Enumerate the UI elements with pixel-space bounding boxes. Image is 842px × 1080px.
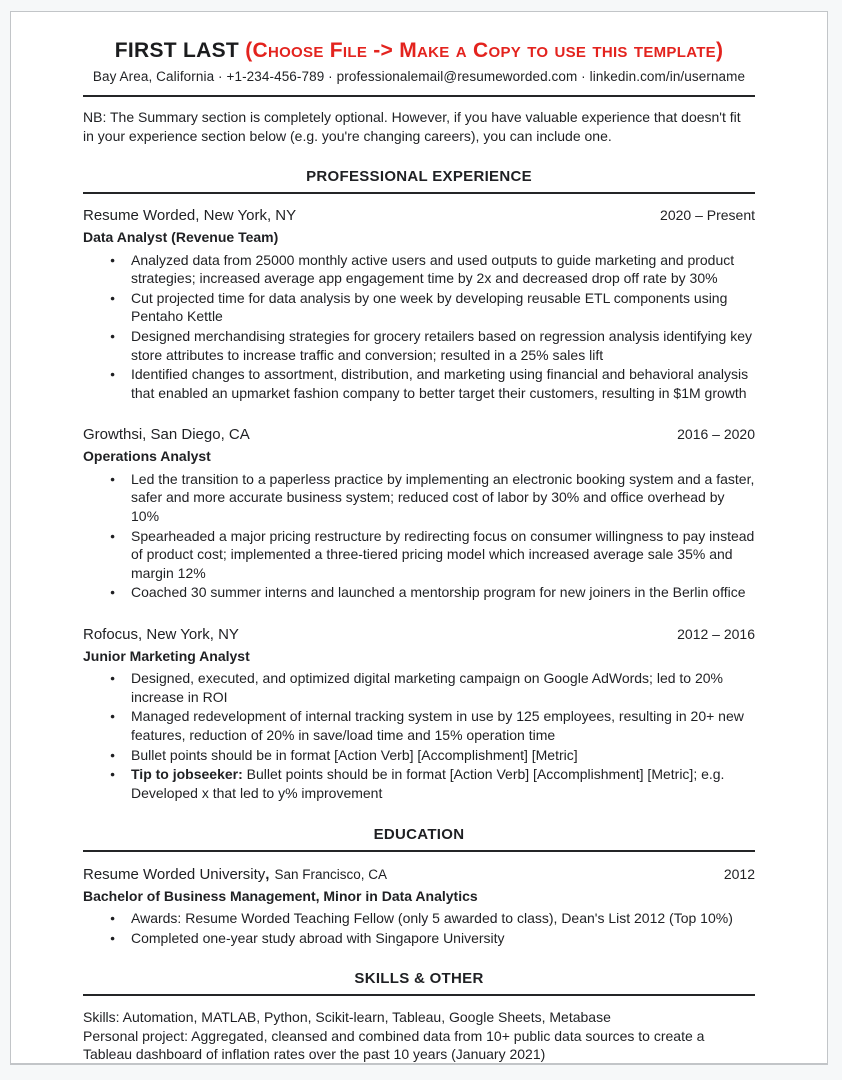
skills-section-divider bbox=[83, 994, 755, 996]
contact-line: Bay Area, California · +1-234-456-789 · professionalemail@resumeworded.com · linkedin.com/in/username bbox=[92, 69, 746, 85]
personal-project-line: Personal project: Aggregated, cleansed and combined data from 10+ public data sources to create a Tableau dashboard of inflation rates over the past 10 years (January 2021) bbox=[83, 1027, 705, 1063]
job-header bbox=[83, 426, 755, 445]
section-education bbox=[83, 826, 755, 948]
school-line bbox=[83, 865, 387, 885]
bullet-item bbox=[131, 583, 755, 602]
bullet-item bbox=[131, 746, 755, 765]
company-name: Rofocus, New York, NY bbox=[83, 626, 239, 643]
job-entry-resume-worded bbox=[83, 207, 755, 402]
bullet-item bbox=[131, 289, 755, 326]
skills-section-title: SKILLS & OTHER bbox=[354, 970, 484, 988]
job-bullet-list bbox=[83, 470, 755, 602]
education-bullet-list bbox=[83, 909, 755, 947]
company-name: Growthsi, San Diego, CA bbox=[83, 426, 250, 444]
experience-section-title: PROFESSIONAL EXPERIENCE bbox=[306, 168, 532, 186]
bullet-text: Analyzed data from 25000 monthly active users and used outputs to guide marketing and product strategies; increased average app engagement time by 2x and decreased drop off rate by 30% bbox=[131, 251, 735, 287]
bullet-item bbox=[131, 909, 755, 928]
education-dates: 2012 bbox=[723, 865, 755, 882]
job-header bbox=[83, 207, 755, 226]
bullet-text: Designed, executed, and optimized digital marketing campaign on Google AdWords; led to 20% increase in ROI bbox=[131, 670, 723, 705]
section-experience bbox=[83, 168, 755, 802]
bullet-text: Completed one-year study abroad with Singapore University bbox=[131, 929, 505, 946]
bullet-item bbox=[131, 470, 755, 526]
job-header bbox=[83, 626, 755, 645]
job-entry-rofocus bbox=[83, 626, 755, 803]
job-bullet-list bbox=[83, 251, 755, 403]
page-content bbox=[11, 12, 827, 1064]
skills-block bbox=[83, 1008, 755, 1064]
bullet-text: Coached 30 summer interns and launched a mentorship program for new joiners in the Berlin office bbox=[131, 584, 746, 601]
bullet-item bbox=[131, 251, 755, 288]
bullet-text: Bullet points should be in format [Action Verb] [Accomplishment] [Metric] bbox=[131, 746, 578, 763]
bullet-item bbox=[131, 765, 755, 802]
header-divider bbox=[83, 95, 755, 97]
section-skills bbox=[83, 970, 755, 1064]
bullet-item bbox=[131, 669, 755, 706]
bullet-item bbox=[131, 707, 755, 744]
bullet-text: Bullet points should be in format [Action Verb] [Accomplishment] [Metric]; e.g. Developed x that led to y% improvement bbox=[131, 766, 725, 801]
bullet-item bbox=[131, 365, 755, 402]
school-comma: , bbox=[265, 865, 270, 883]
header-name-line bbox=[83, 39, 755, 63]
template-instruction-note: (Choose File -> Make a Copy to use this template) bbox=[245, 39, 724, 62]
skills-line: Skills: Automation, MATLAB, Python, Scikit-learn, Tableau, Google Sheets, Metabase bbox=[83, 1009, 611, 1026]
job-title: Operations Analyst bbox=[83, 448, 211, 465]
education-entry bbox=[83, 865, 755, 948]
experience-section-divider bbox=[83, 192, 755, 194]
bullet-item bbox=[131, 327, 755, 364]
bullet-text: Cut projected time for data analysis by one week by developing reusable ETL components using Pentaho Kettle bbox=[131, 289, 728, 325]
job-title: Data Analyst (Revenue Team) bbox=[83, 229, 279, 246]
job-dates: 2012 – 2016 bbox=[677, 626, 755, 642]
education-section-title: EDUCATION bbox=[373, 825, 465, 843]
job-dates: 2020 – Present bbox=[660, 207, 755, 224]
school-location: San Francisco, CA bbox=[274, 866, 388, 882]
bullet-text: Identified changes to assortment, distribution, and marketing using financial and behavioral analysis that enabled an upmarket fashion company to better target their customers, resulting in $1M growth bbox=[131, 366, 749, 401]
job-dates: 2016 – 2020 bbox=[677, 426, 755, 443]
bullet-text: Spearheaded a major pricing restructure by redirecting focus on consumer willingness to pay instead of product cost; implemented a three-tiered pricing model which increased average sale 35% and margin 12% bbox=[131, 527, 755, 581]
company-name: Resume Worded, New York, NY bbox=[83, 207, 297, 225]
job-title: Junior Marketing Analyst bbox=[83, 647, 250, 664]
bullet-text: Designed merchandising strategies for grocery retailers based on regression analysis identifying key store attributes to increase traffic and conversion; resulted in a 25% sales lift bbox=[131, 328, 752, 363]
bullet-text: Led the transition to a paperless practice by implementing an electronic booking system and a faster, safer and more accurate business system; reduced cost of labor by 30% and office overhead by 10% bbox=[131, 470, 755, 524]
job-bullet-list bbox=[83, 669, 755, 802]
degree-title: Bachelor of Business Management, Minor in Data Analytics bbox=[83, 887, 478, 904]
candidate-name: FIRST LAST bbox=[114, 39, 240, 62]
bullet-text: Managed redevelopment of internal tracking system in use by 125 employees, resulting in 20+ new features, reduction of 20% in save/load time and 15% operation time bbox=[131, 708, 744, 744]
bullet-text: Awards: Resume Worded Teaching Fellow (only 5 awarded to class), Dean's List 2012 (Top 10%) bbox=[131, 910, 733, 927]
education-section-divider bbox=[83, 850, 755, 852]
school-name: Resume Worded University bbox=[83, 865, 266, 883]
resume-page bbox=[10, 11, 828, 1065]
bullet-item bbox=[131, 929, 755, 948]
bullet-item bbox=[131, 527, 755, 583]
bullet-bold-prefix: Tip to jobseeker: bbox=[131, 766, 243, 783]
education-header bbox=[83, 865, 755, 885]
summary-note: NB: The Summary section is completely optional. However, if you have valuable experience that doesn't fit in your experience section below (e.g. you're changing careers), you can include one. bbox=[83, 109, 741, 144]
job-entry-growthsi bbox=[83, 426, 755, 602]
